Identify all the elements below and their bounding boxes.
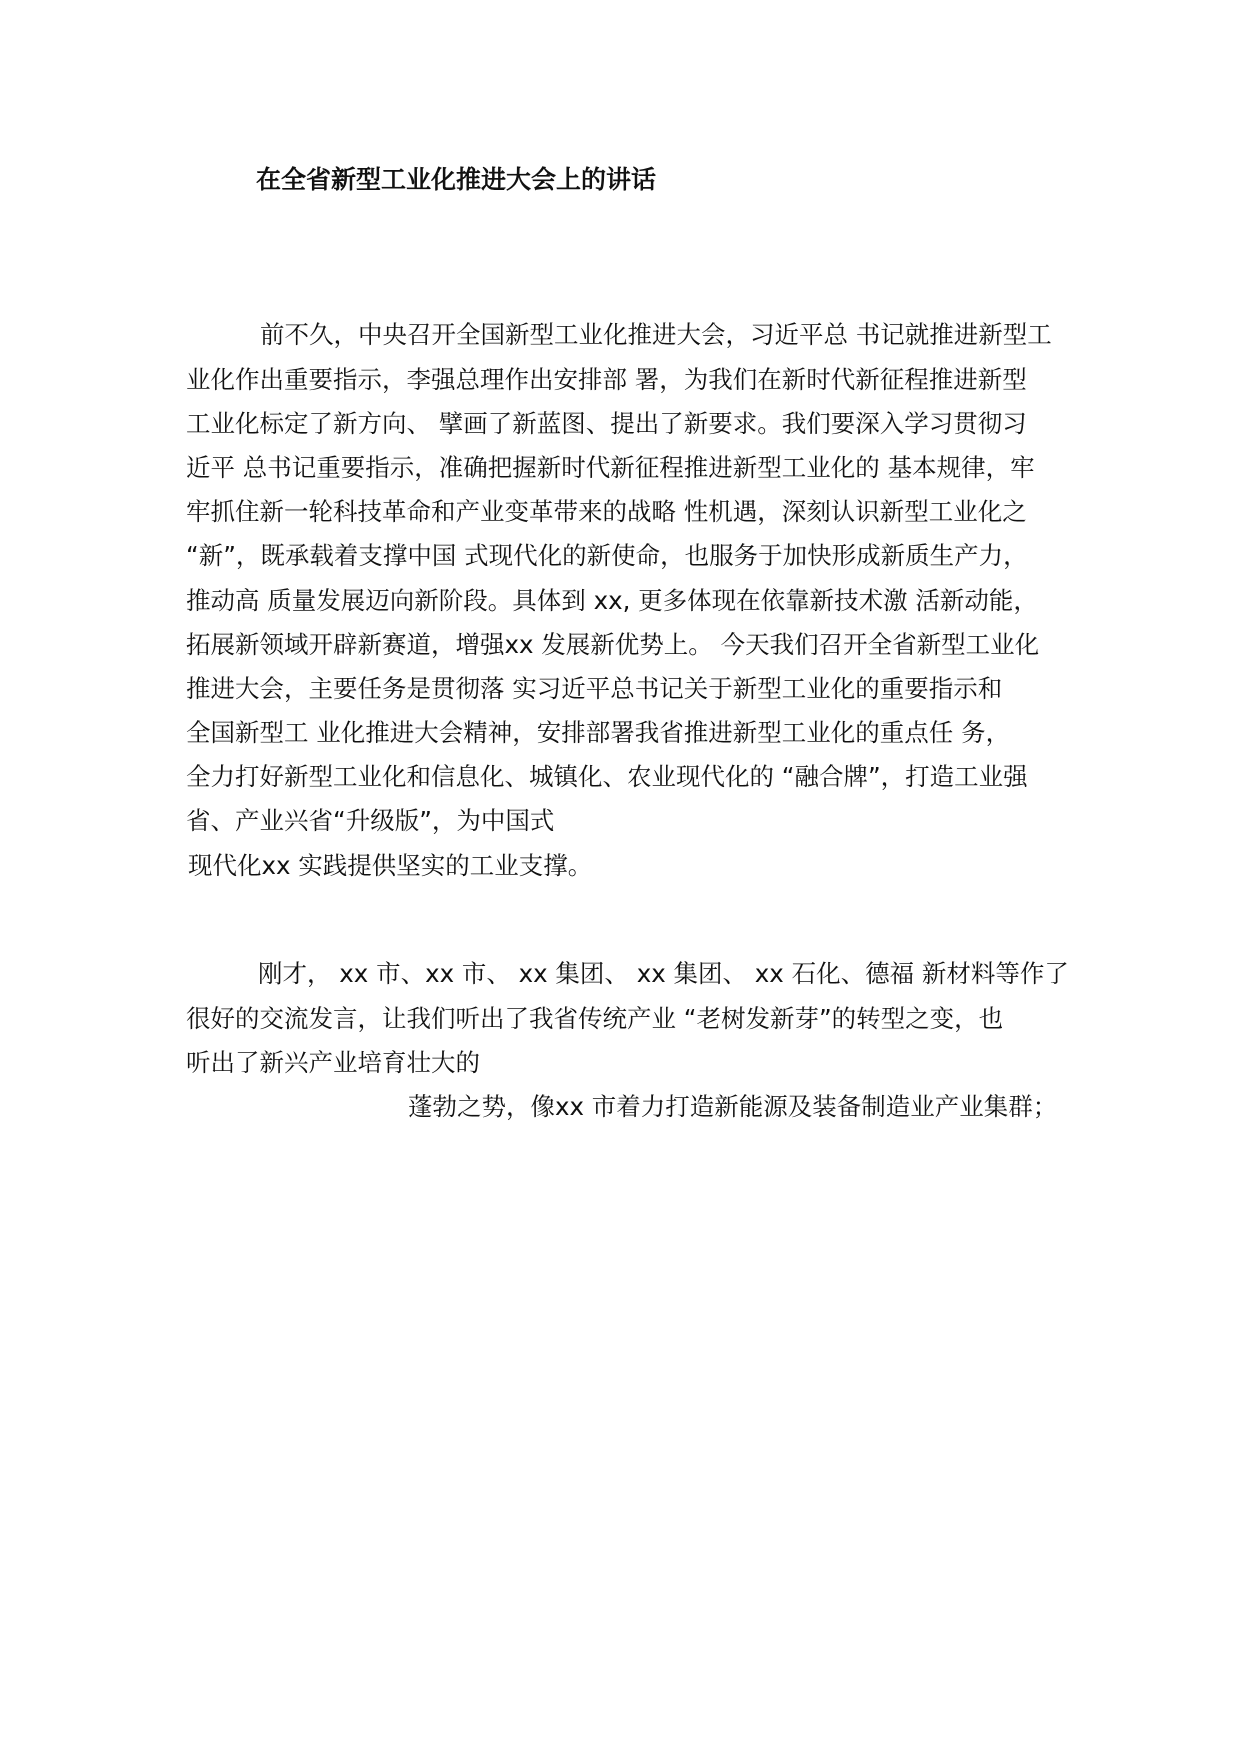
text-line: 刚才， xx 市、xx 市、 xx 集团、 xx 集团、 xx 石化、德福 新材料等作了 bbox=[258, 959, 1069, 988]
text-line: 很好的交流发言，让我们听出了我省传统产业 “老树发新芽”的转型之变，也 bbox=[186, 1004, 1004, 1033]
text-line: 省、产业兴省“升级版”，为中国式 bbox=[186, 806, 555, 835]
text-line: 听出了新兴产业培育壮大的 bbox=[186, 1048, 480, 1077]
text-line: 现代化xx 实践提供坚实的工业支撑。 bbox=[188, 851, 593, 880]
text-line: 推进大会，主要任务是贯彻落 实习近平总书记关于新型工业化的重要指示和 bbox=[186, 674, 1003, 703]
text-line: 前不久，中央召开全国新型工业化推进大会，习近平总 书记就推进新型工 bbox=[260, 320, 1052, 349]
text-line: 蓬勃之势，像xx 市着力打造新能源及装备制造业产业集群； bbox=[408, 1092, 1058, 1121]
text-line: 全国新型工 业化推进大会精神，安排部署我省推进新型工业化的重点任 务， bbox=[186, 718, 1011, 747]
text-line: 近平 总书记重要指示，准确把握新时代新征程推进新型工业化的 基本规律，牢 bbox=[186, 453, 1035, 482]
text-line: 业化作出重要指示，李强总理作出安排部 署，为我们在新时代新征程推进新型 bbox=[186, 365, 1027, 394]
document-title: 在全省新型工业化推进大会上的讲话 bbox=[256, 165, 657, 194]
text-line: 推动高 质量发展迈向新阶段。具体到 xx, 更多体现在依靠新技术激 活新动能， bbox=[186, 586, 1038, 615]
text-line: 全力打好新型工业化和信息化、城镇化、农业现代化的 “融合牌”，打造工业强 bbox=[186, 762, 1028, 791]
text-line: 工业化标定了新方向、 擘画了新蓝图、提出了新要求。我们要深入学习贯彻习 bbox=[186, 409, 1027, 438]
text-line: 牢抓住新一轮科技革命和产业变革带来的战略 性机遇，深刻认识新型工业化之 bbox=[186, 497, 1027, 526]
text-line: 拓展新领域开辟新赛道，增强xx 发展新优势上。 今天我们召开全省新型工业化 bbox=[186, 630, 1040, 659]
text-line: “新”，既承载着支撑中国 式现代化的新使命，也服务于加快形成新质生产力， bbox=[186, 541, 1028, 570]
